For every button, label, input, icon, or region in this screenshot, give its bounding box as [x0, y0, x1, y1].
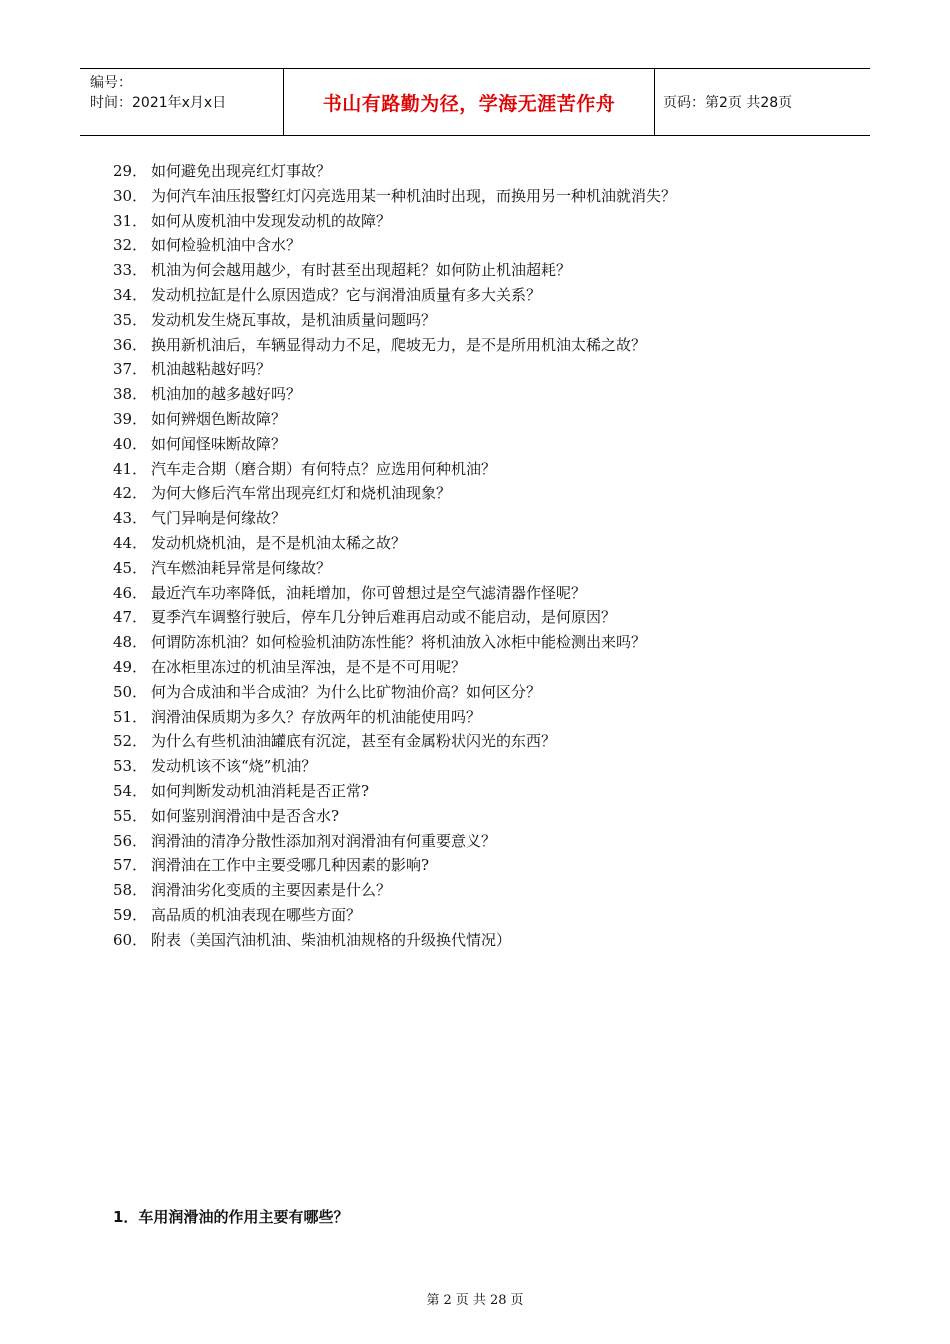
list-item-number: 53．: [113, 757, 148, 776]
list-item-number: 43．: [113, 509, 148, 528]
list-item: [113, 432, 676, 457]
list-item: [113, 382, 676, 407]
list-item-number: 60．: [113, 930, 148, 949]
list-item-text: 何为合成油和半合成油？为什么比矿物油价高？如何区分？: [151, 682, 542, 701]
list-item: [113, 258, 676, 283]
list-item-text: 润滑油劣化变质的主要因素是什么？: [151, 881, 392, 900]
list-item-number: 54．: [113, 781, 148, 800]
list-item-number: 56．: [113, 831, 148, 850]
list-item-text: 如何闻怪味断故障？: [151, 434, 287, 453]
list-item-text: 汽车走合期（磨合期）有何特点？应选用何种机油？: [151, 459, 497, 478]
list-item-text: 润滑油保质期为多久？存放两年的机油能使用吗？: [151, 707, 482, 726]
list-item-text: 高品质的机油表现在哪些方面？: [151, 905, 362, 924]
list-item-number: 34．: [113, 285, 148, 304]
list-item: [113, 605, 676, 630]
list-item-number: 35．: [113, 310, 148, 329]
list-item-text: 最近汽车功率降低，油耗增加，你可曾想过是空气滤清器作怪呢？: [151, 583, 587, 602]
list-item-text: 换用新机油后，车辆显得动力不足，爬坡无力，是不是所用机油太稀之故？: [151, 335, 647, 354]
header-motto: 书山有路勤为径，学海无涯苦作舟: [283, 69, 655, 135]
list-item-text: 发动机烧机油，是不是机油太稀之故？: [151, 533, 407, 552]
list-item-number: 45．: [113, 558, 148, 577]
list-item-number: 46．: [113, 583, 148, 602]
list-item-number: 29．: [113, 162, 148, 180]
list-item: [113, 754, 676, 779]
list-item: [113, 630, 676, 655]
list-item-text: 夏季汽车调整行驶后，停车几分钟后难再启动或不能启动，是何原因？: [151, 608, 617, 627]
list-item-number: 39．: [113, 409, 148, 428]
list-item: [113, 853, 676, 878]
list-item: [113, 705, 676, 730]
list-item: [113, 308, 676, 333]
list-item: [113, 928, 676, 953]
list-item-text: 如何辨烟色断故障？: [151, 409, 287, 428]
list-item-number: 50．: [113, 682, 148, 701]
list-item-number: 52．: [113, 732, 148, 751]
list-item-number: 49．: [113, 657, 148, 676]
list-item: [113, 729, 676, 754]
list-item: [113, 233, 676, 258]
list-item-number: 48．: [113, 633, 148, 652]
list-item-number: 38．: [113, 385, 148, 404]
list-item-text: 润滑油的清净分散性添加剂对润滑油有何重要意义？: [151, 831, 497, 850]
page-header: [80, 68, 870, 136]
header-page-info: 页码：第2页 共28页: [663, 95, 793, 111]
list-item-number: 36．: [113, 335, 148, 354]
list-item: [113, 680, 676, 705]
list-item: [113, 184, 676, 209]
document-time-label: 时间：2021年x月x日: [90, 95, 227, 111]
list-item: [113, 506, 676, 531]
list-item-number: 58．: [113, 881, 148, 900]
list-item: [113, 829, 676, 854]
list-item-number: 57．: [113, 856, 148, 875]
list-item: [113, 581, 676, 606]
list-item-text: 如何判断发动机油消耗是否正常?: [151, 781, 370, 800]
list-item-text: 附表（美国汽油机油、柴油机油规格的升级换代情况）: [151, 930, 512, 949]
list-item: [113, 804, 676, 829]
list-item: [113, 878, 676, 903]
document-number-label: 编号：: [90, 75, 132, 91]
list-item-text: 如何从废机油中发现发动机的故障？: [151, 211, 392, 230]
list-item-text: 润滑油在工作中主要受哪几种因素的影响?: [151, 856, 430, 875]
list-item: [113, 407, 676, 432]
footer-total-pages: 28: [489, 1293, 507, 1308]
footer-prefix: 第: [426, 1293, 440, 1308]
list-item: [113, 333, 676, 358]
list-item: [113, 779, 676, 804]
footer-mid: 页 共: [455, 1293, 486, 1308]
list-item: [113, 531, 676, 556]
list-item: [113, 655, 676, 680]
list-item-text: 机油越粘越好吗？: [151, 360, 272, 379]
list-item-number: 44．: [113, 533, 148, 552]
list-item-text: 为何汽车油压报警红灯闪亮选用某一种机油时出现，而换用另一种机油就消失？: [151, 186, 677, 205]
list-item-text: 机油为何会越用越少，有时甚至出现超耗？如何防止机油超耗？: [151, 261, 572, 280]
list-item-number: 31．: [113, 211, 148, 230]
list-item-number: 55．: [113, 806, 148, 825]
list-item-text: 发动机发生烧瓦事故，是机油质量问题吗？: [151, 310, 437, 329]
list-item-text: 为什么有些机油油罐底有沉淀，甚至有金属粉状闪光的东西？: [151, 732, 557, 751]
list-item-number: 37．: [113, 360, 148, 379]
list-item-text: 汽车燃油耗异常是何缘故？: [151, 558, 332, 577]
list-item-text: 如何检验机油中含水？: [151, 236, 302, 255]
table-of-contents: [113, 159, 676, 953]
footer-page-number: 2: [443, 1293, 452, 1308]
list-item: [113, 159, 676, 184]
list-item-number: 30．: [113, 186, 148, 205]
list-item-number: 47．: [113, 608, 148, 627]
list-item-number: 41．: [113, 459, 148, 478]
list-item: [113, 209, 676, 234]
list-item-number: 51．: [113, 707, 148, 726]
list-item: [113, 457, 676, 482]
list-item-text: 如何鉴别润滑油中是否含水?: [151, 806, 340, 825]
list-item-number: 33．: [113, 261, 148, 280]
list-item-text: 何谓防冻机油？如何检验机油防冻性能？将机油放入冰柜中能检测出来吗？: [151, 633, 647, 652]
list-item-text: 在冰柜里冻过的机油呈浑浊，是不是不可用呢？: [151, 657, 467, 676]
header-meta: [80, 69, 283, 135]
list-item: [113, 283, 676, 308]
list-item-number: 32．: [113, 236, 148, 255]
list-item: [113, 556, 676, 581]
section-heading: 1．车用润滑油的作用主要有哪些？: [113, 1208, 349, 1226]
list-item: [113, 481, 676, 506]
list-item-number: 40．: [113, 434, 148, 453]
list-item: [113, 903, 676, 928]
footer-suffix: 页: [510, 1293, 524, 1308]
list-item-text: 为何大修后汽车常出现亮红灯和烧机油现象？: [151, 484, 452, 503]
list-item-text: 发动机该不该“烧”机油？: [151, 757, 317, 776]
list-item-text: 机油加的越多越好吗？: [151, 385, 302, 404]
list-item-text: 如何避免出现亮红灯事故？: [151, 162, 332, 180]
list-item-number: 59．: [113, 905, 148, 924]
page-footer: [0, 1289, 950, 1308]
list-item: [113, 357, 676, 382]
list-item-text: 发动机拉缸是什么原因造成？它与润滑油质量有多大关系？: [151, 285, 542, 304]
list-item-number: 42．: [113, 484, 148, 503]
list-item-text: 气门异响是何缘故？: [151, 509, 287, 528]
